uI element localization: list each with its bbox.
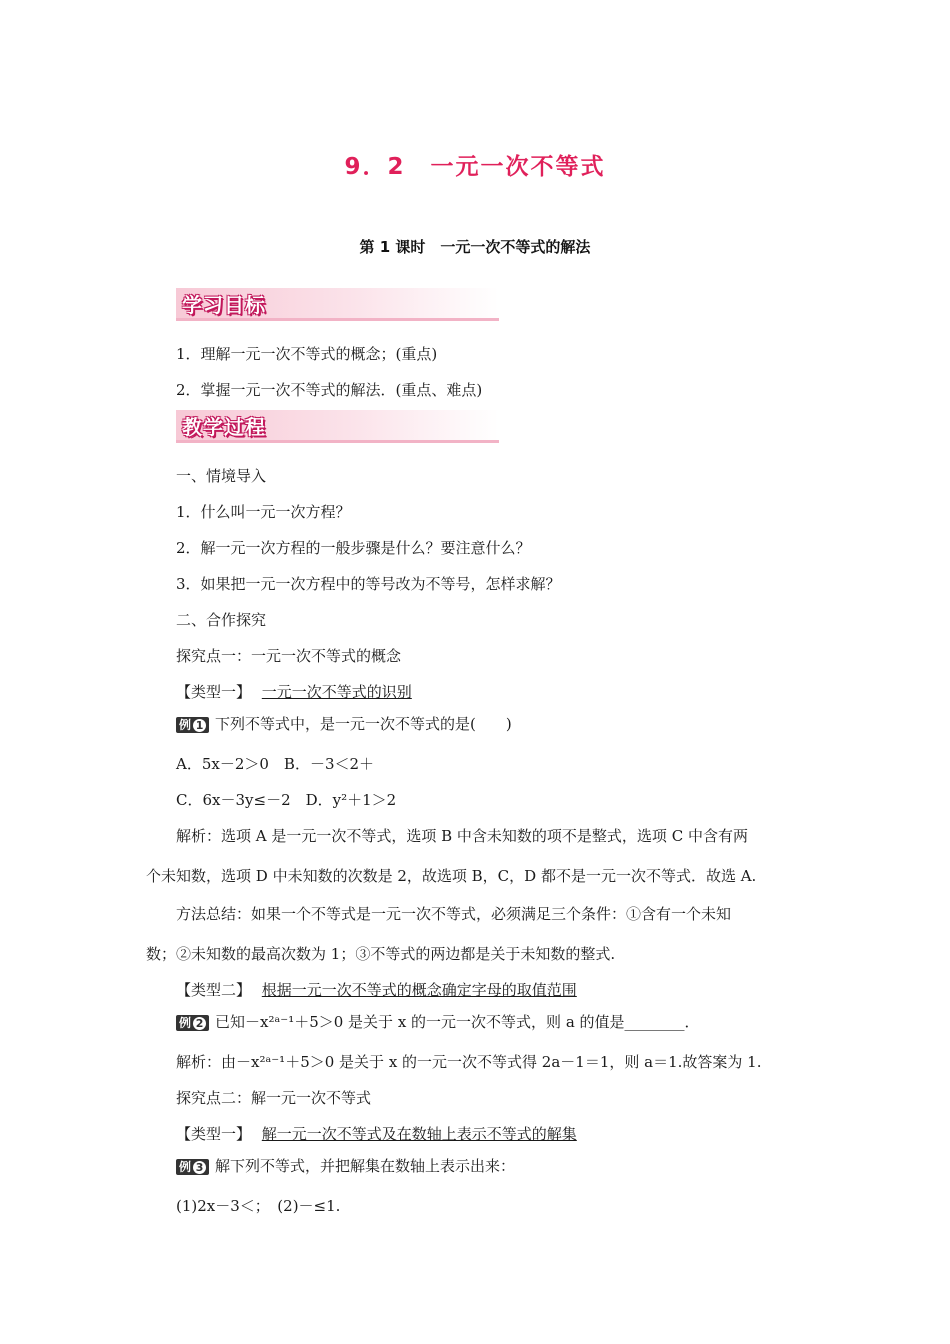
type-label: 【类型一】 bbox=[176, 683, 252, 701]
list-item: 1．什么叫一元一次方程？ bbox=[176, 503, 351, 521]
list-item: 2．解一元一次方程的一般步骤是什么？要注意什么？ bbox=[176, 539, 531, 557]
type-title: 一元一次不等式的识别 bbox=[261, 683, 412, 701]
type-heading bbox=[176, 980, 577, 1000]
example-2 bbox=[176, 1012, 700, 1032]
section-heading: 一、情境导入 bbox=[176, 467, 267, 485]
goal-item: 2．掌握一元一次不等式的解法．(重点、难点) bbox=[176, 381, 483, 399]
option-line: C．6x－3y≤－2 D．y²＋1＞2 bbox=[176, 791, 397, 809]
type-heading bbox=[176, 1124, 577, 1144]
section-heading: 二、合作探究 bbox=[176, 611, 267, 629]
page-title: 9．2 一元一次不等式 bbox=[344, 154, 606, 180]
lesson-subtitle: 第 1 课时 一元一次不等式的解法 bbox=[359, 238, 591, 256]
explore-point-heading: 探究点二：解一元一次不等式 bbox=[176, 1089, 372, 1107]
type-heading bbox=[176, 682, 412, 702]
list-item: 3．如果把一元一次方程中的等号改为不等号，怎样求解？ bbox=[176, 575, 561, 593]
explore-point-heading: 探究点一：一元一次不等式的概念 bbox=[176, 647, 402, 665]
method-summary: 数；②未知数的最高次数为 1；③不等式的两边都是关于未知数的整式. bbox=[146, 945, 616, 963]
goal-item: 1．理解一元一次不等式的概念；(重点) bbox=[176, 345, 438, 363]
analysis-text: 解析：选项 A 是一元一次不等式，选项 B 中含未知数的项不是整式，选项 C 中含有两 bbox=[176, 827, 748, 845]
type-title: 根据一元一次不等式的概念确定字母的取值范围 bbox=[261, 981, 577, 999]
teaching-process-label: 教学过程 bbox=[182, 415, 266, 439]
example-badge: 例 1 bbox=[176, 717, 209, 733]
example-text: 解下列不等式，并把解集在数轴上表示出来： bbox=[215, 1157, 516, 1175]
analysis-text: 解析：由－x²ᵃ⁻¹＋5＞0 是关于 x 的一元一次不等式得 2a－1＝1，则 a＝1.故答案为 1. bbox=[176, 1053, 762, 1071]
teaching-process-banner bbox=[176, 410, 499, 443]
option-line: A．5x－2＞0 B．－3＜2＋ bbox=[176, 755, 375, 773]
learning-goals-banner bbox=[176, 288, 499, 321]
type-label: 【类型一】 bbox=[176, 1125, 252, 1143]
example-text: 已知－x²ᵃ⁻¹＋5＞0 是关于 x 的一元一次不等式，则 a 的值是________． bbox=[215, 1013, 700, 1031]
example-items: (1)2x－3＜； (2)－≤1. bbox=[176, 1197, 341, 1215]
learning-goals-label: 学习目标 bbox=[182, 293, 266, 317]
example-badge: 例 3 bbox=[176, 1159, 209, 1175]
method-summary: 方法总结：如果一个不等式是一元一次不等式，必须满足三个条件：①含有一个未知 bbox=[176, 905, 732, 923]
example-1 bbox=[176, 714, 512, 734]
example-3 bbox=[176, 1156, 515, 1176]
type-title: 解一元一次不等式及在数轴上表示不等式的解集 bbox=[261, 1125, 577, 1143]
analysis-text: 个未知数，选项 D 中未知数的次数是 2，故选项 B，C，D 都不是一元一次不等式．故选 A. bbox=[146, 867, 757, 885]
type-label: 【类型二】 bbox=[176, 981, 252, 999]
example-badge: 例 2 bbox=[176, 1015, 209, 1031]
example-text: 下列不等式中，是一元一次不等式的是( ) bbox=[215, 715, 512, 733]
